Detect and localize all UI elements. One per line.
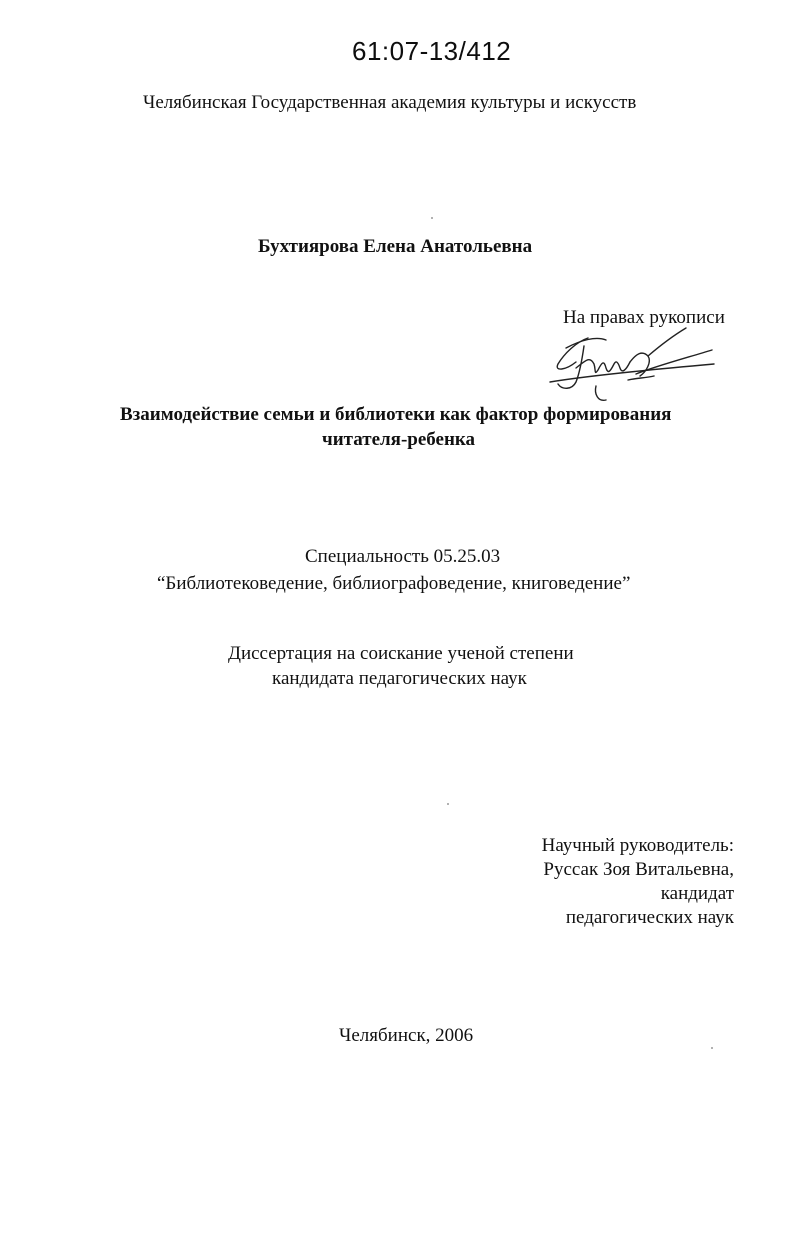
advisor-degree-line1: кандидат [660, 883, 734, 904]
scan-speck [711, 1047, 713, 1049]
degree-statement-line1: Диссертация на соискание ученой степени [228, 643, 574, 664]
scan-speck [447, 803, 449, 805]
author-name: Бухтиярова Елена Анатольевна [258, 236, 533, 257]
manuscript-note: На правах рукописи [563, 307, 725, 328]
degree-statement-line2: кандидата педагогических наук [272, 668, 527, 689]
archive-code: 61:07-13/412 [352, 36, 512, 66]
advisor-role: Научный руководитель: [541, 835, 734, 856]
advisor-name: Руссак Зоя Витальевна, [543, 859, 734, 880]
scan-speck [431, 217, 433, 219]
specialty-code: Специальность 05.25.03 [305, 546, 501, 567]
city-year: Челябинск, 2006 [339, 1025, 474, 1046]
dissertation-title-line2: читателя-ребенка [322, 429, 476, 450]
advisor-degree-line2: педагогических наук [565, 907, 734, 928]
institution-name: Челябинская Государственная академия культуры и искусств [143, 92, 637, 113]
advisor-block [542, 834, 734, 930]
specialty-name: “Библиотековедение, библиографоведение, книговедение” [157, 573, 631, 594]
signature-icon [536, 320, 726, 410]
dissertation-title-line1: Взаимодействие семьи и библиотеки как фактор формирования [120, 404, 672, 425]
